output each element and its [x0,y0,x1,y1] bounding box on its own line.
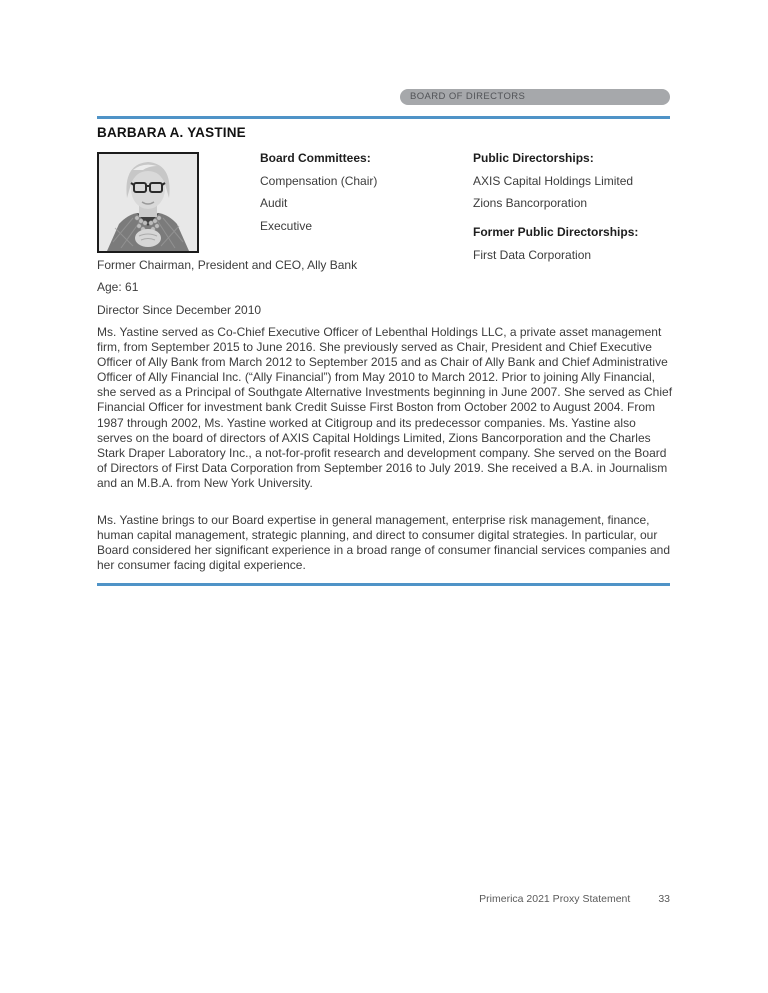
board-committees-heading: Board Committees: [260,151,371,165]
director-name: BARBARA A. YASTINE [97,125,246,140]
top-divider [97,116,670,119]
public-directorships-heading: Public Directorships: [473,151,594,165]
age-line: Age: 61 [97,280,139,294]
director-photo [97,152,199,253]
footer-document-title: Primerica 2021 Proxy Statement [479,893,631,905]
board-expertise-paragraph: Ms. Yastine brings to our Board expertise in general management, enterprise risk management, finance, human capital management, strategic planning, and direct to consumer digital strategies. In particular, our Board considered her significant experience in a broad range of consumer financial services companies and her consumer facing digital experience. [97,513,670,573]
committee-item: Audit [260,196,288,210]
director-since-line: Director Since December 2010 [97,303,262,317]
page-number: 33 [658,893,670,905]
portrait-illustration [99,154,197,251]
committee-item: Executive [260,218,313,233]
former-directorship-item: First Data Corporation [473,247,592,262]
board-committees-section [260,151,460,241]
committee-item: Compensation (Chair) [260,173,378,188]
section-tag: BOARD OF DIRECTORS [400,89,670,105]
bottom-divider [97,583,670,586]
biography-paragraph: Ms. Yastine served as Co-Chief Executive Officer of Lebenthal Holdings LLC, a private asset management firm, from September 2015 to June 2016. She previously served as Chair, President and Chief Executive Officer of Ally Bank from March 2012 to September 2015 and as Chair of Ally Bank and Chief Administrative Officer of Ally Financial Inc. (“Ally Financial”) from May 2010 to March 2012. Prior to joining Ally Financial, she served as a Principal of Southgate Alternative Investments beginning in June 2007. She served as Chief Financial Officer for investment bank Credit Suisse First Boston from October 2002 to August 2004. From 1987 through 2002, Ms. Yastine worked at Citigroup and its predecessor companies. Ms. Yastine also serves on the board of directors of AXIS Capital Holdings Limited, Zions Bancorporation and the Charles Stark Draper Laboratory Inc., a not-for-profit research and development company. She served on the Board of Directors of First Data Corporation from September 2016 to July 2019. She received a B.A. in Journalism and an M.B.A. from New York University. [97,325,673,490]
former-public-directorships-heading: Former Public Directorships: [473,225,639,239]
page-footer [479,893,670,905]
directorship-item: Zions Bancorporation [473,196,588,210]
directorships-section [473,151,673,270]
directorship-item: AXIS Capital Holdings Limited [473,173,634,188]
former-role-line: Former Chairman, President and CEO, Ally Bank [97,258,358,272]
